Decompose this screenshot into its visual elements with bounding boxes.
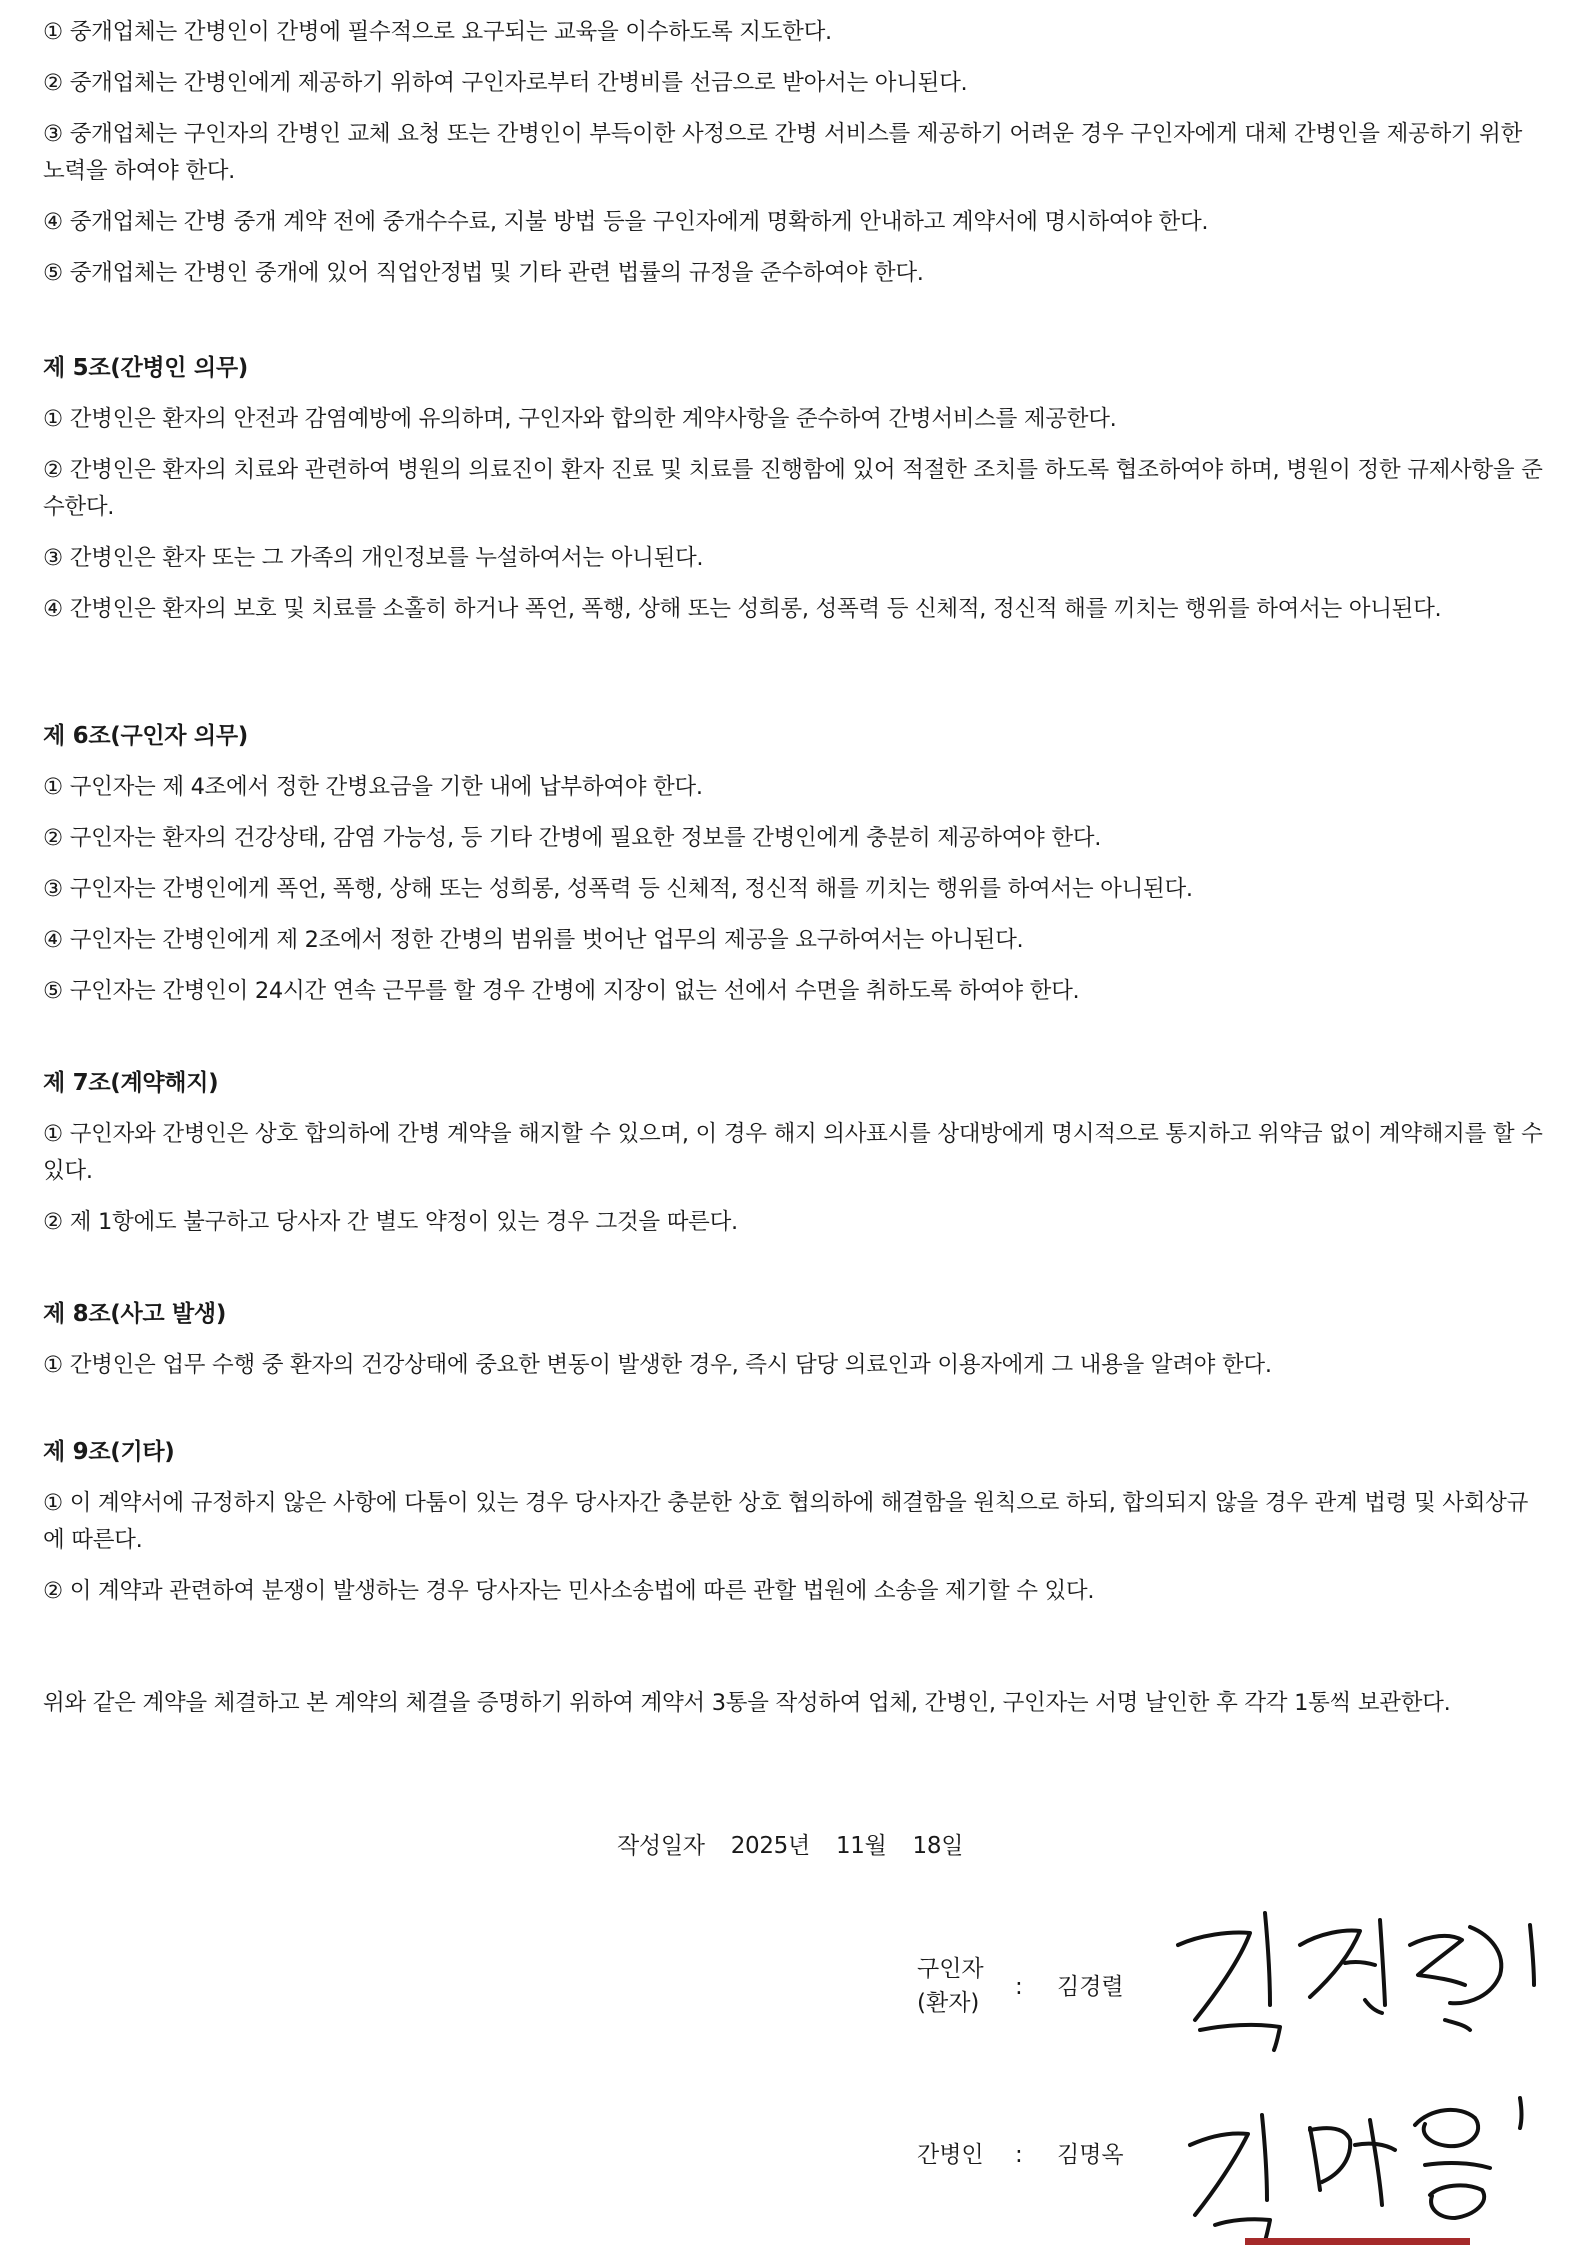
date-label: 작성일자: [617, 1833, 705, 1859]
article7-section: [43, 1065, 1548, 1255]
date-line: [617, 1828, 963, 1865]
closing-statement: 위와 같은 계약을 체결하고 본 계약의 체결을 증명하기 위하여 계약서 3통을 작성하여 업체, 간병인, 구인자는 서명 날인한 후 각각 1통씩 보관한다.: [43, 1690, 1451, 1716]
article6-item-3: ③ 구인자는 간병인에게 폭언, 폭행, 상해 또는 성희롱, 성폭력 등 신체적, 정신적 해를 끼치는 행위를 하여서는 아니된다.: [43, 876, 1193, 902]
article4-section: [43, 14, 1548, 306]
caregiver-signature: [1170, 2090, 1550, 2245]
article5-item-4: ④ 간병인은 환자의 보호 및 치료를 소홀히 하거나 폭언, 폭행, 상해 또는 성희롱, 성폭력 등 신체적, 정신적 해를 끼치는 행위를 하여서는 아니된다.: [43, 596, 1442, 622]
article6-section: [43, 718, 1548, 1024]
requester-label-line1: 구인자: [917, 1956, 984, 1982]
article7-title: 제 7조(계약해지): [43, 1070, 219, 1096]
article6-item-2: ② 구인자는 환자의 건강상태, 감염 가능성, 등 기타 간병에 필요한 정보를 간병인에게 충분히 제공하여야 한다.: [43, 825, 1102, 851]
article6-item-5: ⑤ 구인자는 간병인이 24시간 연속 근무를 할 경우 간병에 지장이 없는 선에서 수면을 취하도록 하여야 한다.: [43, 978, 1080, 1004]
article5-item-3: ③ 간병인은 환자 또는 그 가족의 개인정보를 누설하여서는 아니된다.: [43, 545, 704, 571]
article4-item-4: ④ 중개업체는 간병 중개 계약 전에 중개수수료, 지불 방법 등을 구인자에게 명확하게 안내하고 계약서에 명시하여야 한다.: [43, 209, 1209, 235]
closing-statement-block: [43, 1685, 1548, 1736]
article6-title: 제 6조(구인자 의무): [43, 723, 248, 749]
article4-item-1: ① 중개업체는 간병인이 간병에 필수적으로 요구되는 교육을 이수하도록 지도한다.: [43, 19, 832, 45]
article9-item-2: ② 이 계약과 관련하여 분쟁이 발생하는 경우 당사자는 민사소송법에 따른 관할 법원에 소송을 제기할 수 있다.: [43, 1578, 1095, 1604]
article4-item-3: ③ 중개업체는 구인자의 간병인 교체 요청 또는 간병인이 부득이한 사정으로 간병 서비스를 제공하기 어려운 경우 구인자에게 대체 간병인을 제공하기 위한 노력을 하여야 한다.: [43, 121, 1523, 184]
article4-item-2: ② 중개업체는 간병인에게 제공하기 위하여 구인자로부터 간병비를 선금으로 받아서는 아니된다.: [43, 70, 968, 96]
requester-label: [917, 1952, 984, 2020]
article8-title: 제 8조(사고 발생): [43, 1301, 227, 1327]
article6-item-4: ④ 구인자는 간병인에게 제 2조에서 정한 간병의 범위를 벗어난 업무의 제공을 요구하여서는 아니된다.: [43, 927, 1024, 953]
article6-item-1: ① 구인자는 제 4조에서 정한 간병요금을 기한 내에 납부하여야 한다.: [43, 774, 703, 800]
caregiver-colon: :: [1015, 2142, 1023, 2168]
caregiver-name: 김명옥: [1057, 2142, 1124, 2168]
article9-item-1: ① 이 계약서에 규정하지 않은 사항에 다툼이 있는 경우 당사자간 충분한 상호 협의하에 해결함을 원칙으로 하되, 합의되지 않을 경우 관계 법령 및 사회상규에 따른다.: [43, 1490, 1529, 1553]
article5-item-1: ① 간병인은 환자의 안전과 감염예방에 유의하며, 구인자와 합의한 계약사항을 준수하여 간병서비스를 제공한다.: [43, 406, 1117, 432]
article5-section: [43, 350, 1548, 642]
bottom-red-bar: [1245, 2238, 1470, 2245]
caregiver-label: 간병인: [917, 2142, 984, 2168]
date-month: 11월: [835, 1833, 887, 1859]
requester-label-line2: (환자): [917, 1990, 980, 2016]
article7-item-2: ② 제 1항에도 불구하고 당사자 간 별도 약정이 있는 경우 그것을 따른다.: [43, 1209, 738, 1235]
requester-name: 김경렬: [1057, 1974, 1124, 2000]
article5-item-2: ② 간병인은 환자의 치료와 관련하여 병원의 의료진이 환자 진료 및 치료를 진행함에 있어 적절한 조치를 하도록 협조하여야 하며, 병원이 정한 규제사항을 준수한다.: [43, 457, 1543, 520]
article7-item-1: ① 구인자와 간병인은 상호 합의하에 간병 계약을 해지할 수 있으며, 이 경우 해지 의사표시를 상대방에게 명시적으로 통지하고 위약금 없이 계약해지를 할 수 있다.: [43, 1121, 1543, 1184]
article8-item-1: ① 간병인은 업무 수행 중 환자의 건강상태에 중요한 변동이 발생한 경우, 즉시 담당 의료인과 이용자에게 그 내용을 알려야 한다.: [43, 1352, 1272, 1378]
requester-signature: [1170, 1905, 1550, 2055]
article5-title: 제 5조(간병인 의무): [43, 355, 248, 381]
requester-colon: :: [1015, 1974, 1023, 2000]
article4-item-5: ⑤ 중개업체는 간병인 중개에 있어 직업안정법 및 기타 관련 법률의 규정을 준수하여야 한다.: [43, 260, 924, 286]
article9-title: 제 9조(기타): [43, 1439, 175, 1465]
article9-section: [43, 1434, 1548, 1624]
date-day: 18일: [912, 1833, 964, 1859]
article8-section: [43, 1296, 1548, 1398]
date-year: 2025년: [730, 1833, 810, 1859]
